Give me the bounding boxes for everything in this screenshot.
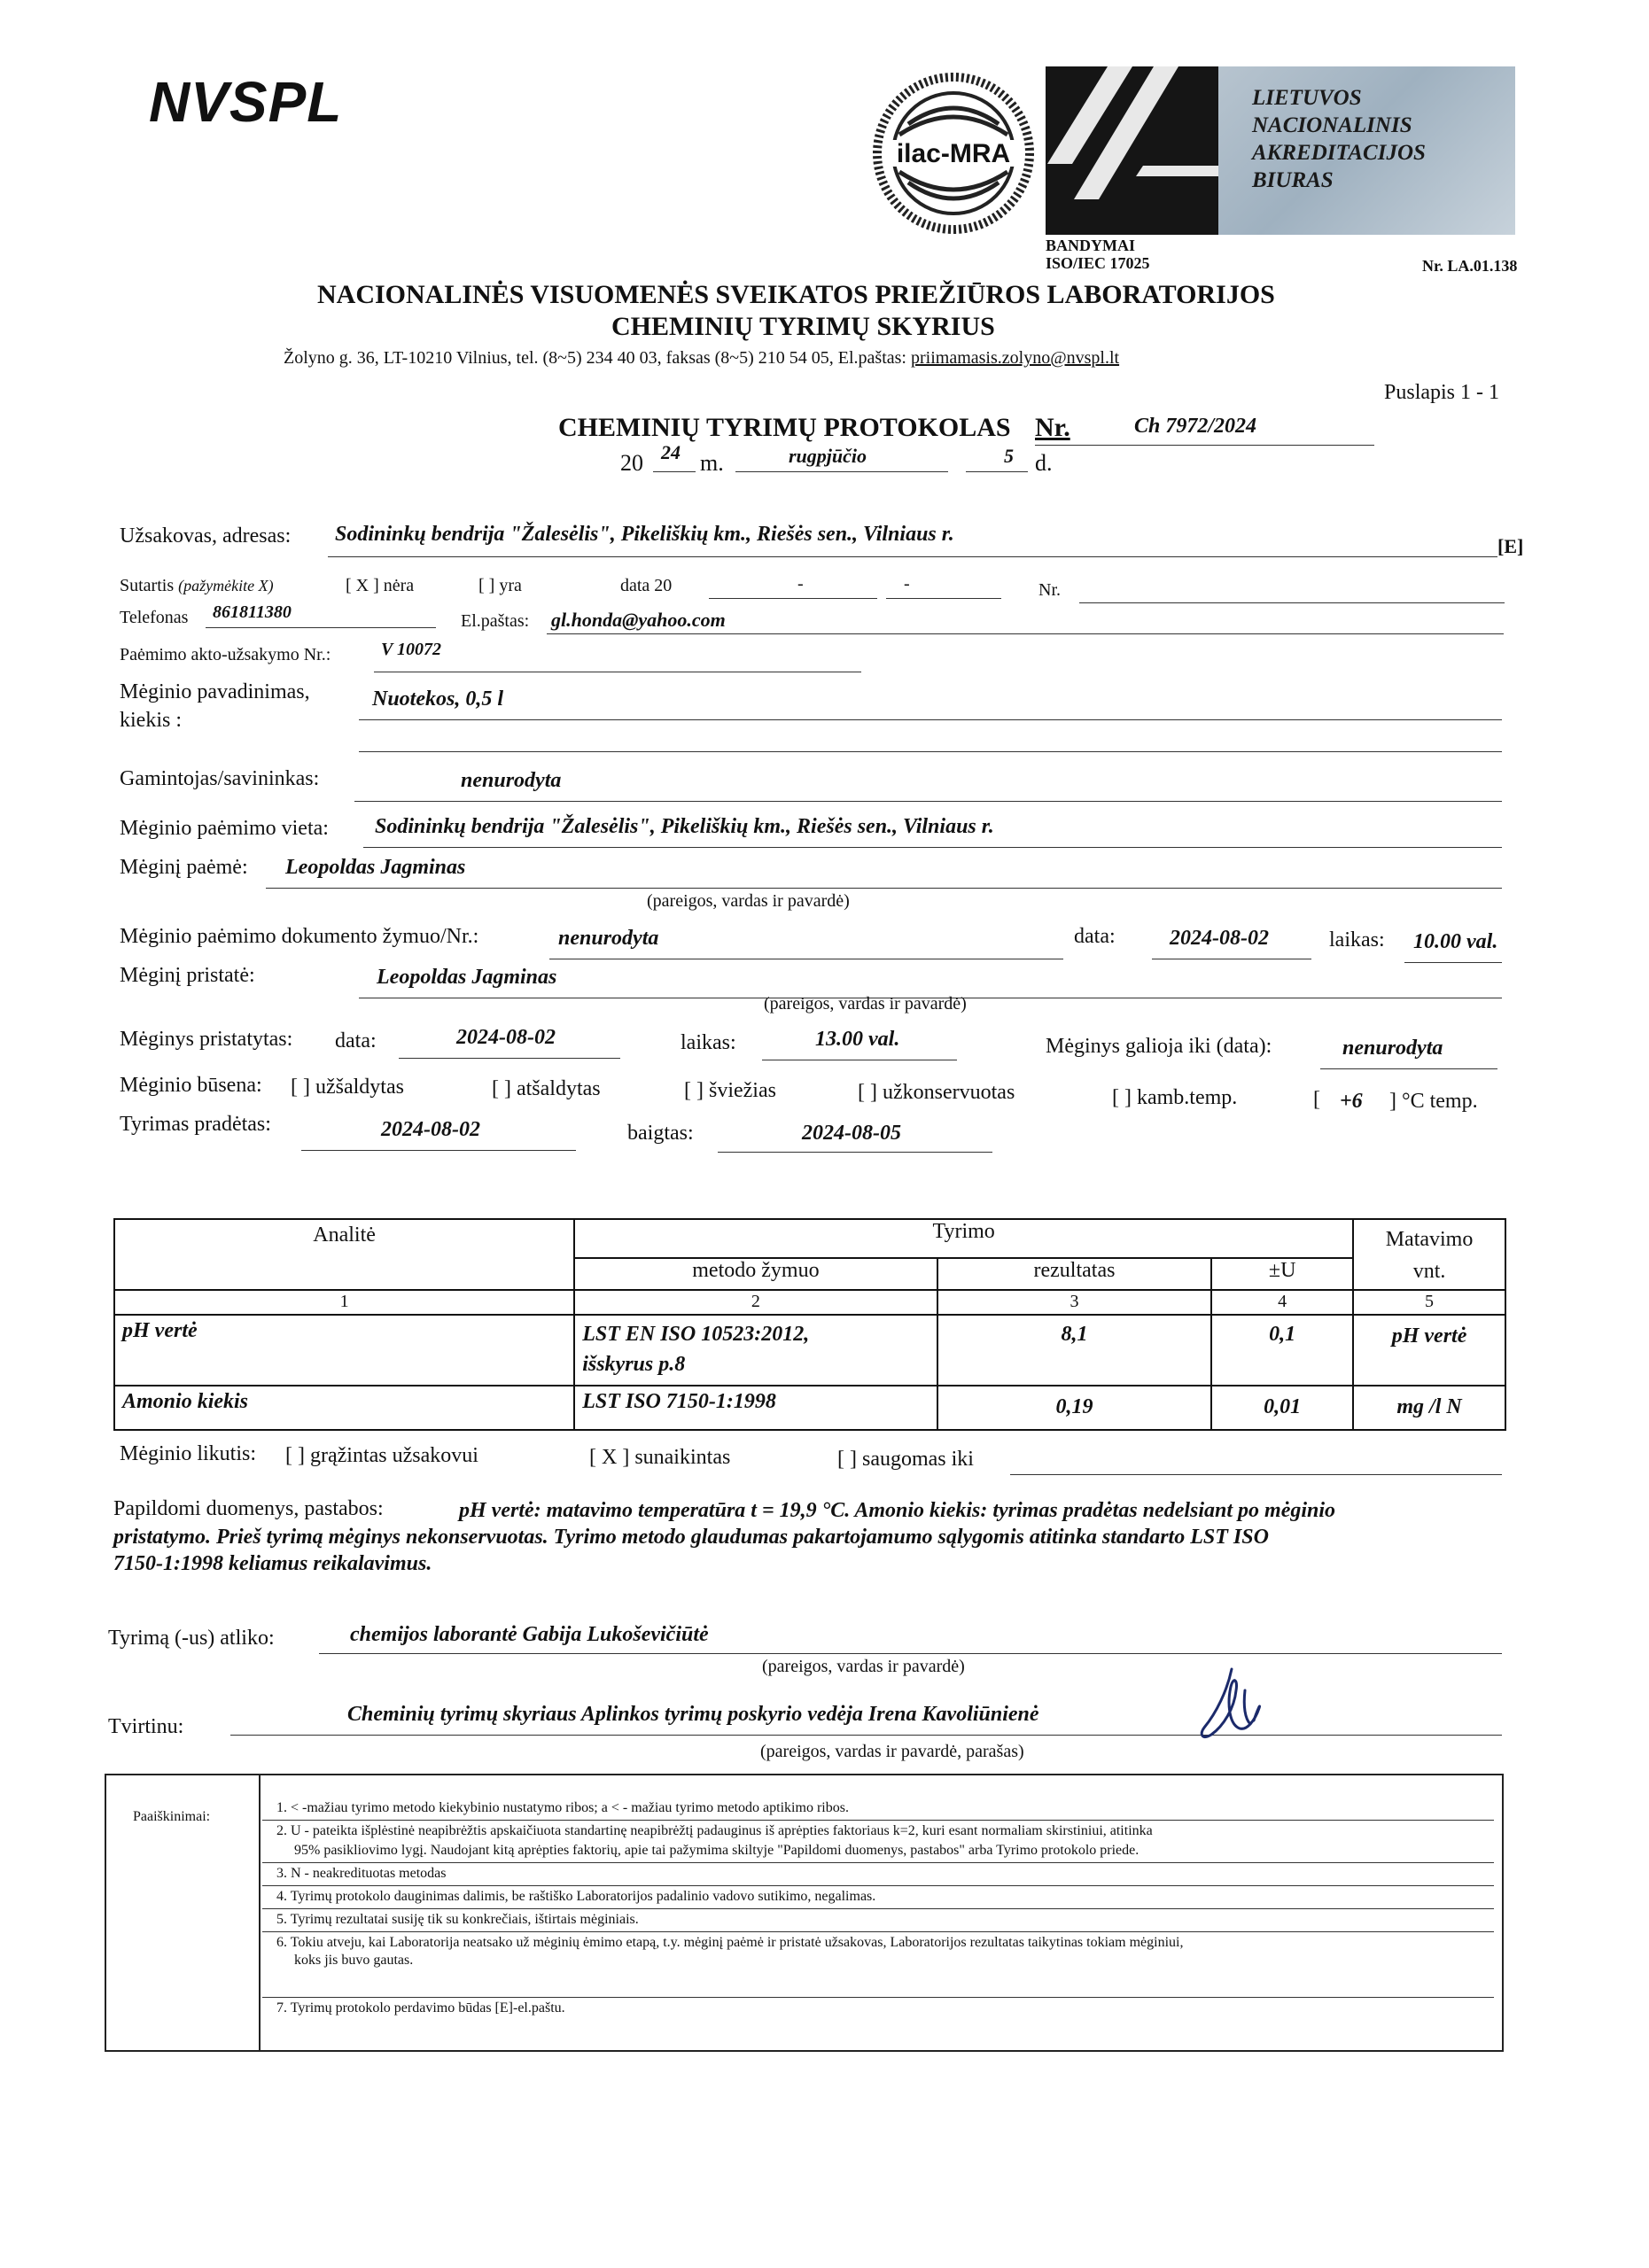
state-fresh-checkbox[interactable]: [ ] šviežias xyxy=(684,1079,776,1102)
approved-hint: (pareigos, vardas ir pavardė, parašas) xyxy=(760,1742,1024,1761)
header-result: rezultatas xyxy=(937,1258,1212,1290)
contract-nera-checkbox[interactable]: [ X ] nėra xyxy=(346,576,415,595)
valid-until-label: Mėginys galioja iki (data): xyxy=(1046,1035,1272,1058)
year-line xyxy=(653,471,696,472)
client-code: [E] xyxy=(1497,535,1524,557)
ilac-mra-logo xyxy=(873,73,1034,234)
col-number-5: 5 xyxy=(1353,1290,1505,1315)
header-test: Tyrimo xyxy=(574,1219,1353,1258)
additional-label: Papildomi duomenys, pastabos: xyxy=(113,1497,384,1520)
contract-day-line xyxy=(886,598,1001,599)
sampling-time-line xyxy=(1404,962,1502,963)
month-value: rugpjūčio xyxy=(789,445,867,467)
taken-by-hint: (pareigos, vardas ir pavardė) xyxy=(647,891,850,911)
contract-yra-checkbox[interactable]: [ ] yra xyxy=(478,576,522,595)
phone-line xyxy=(206,627,436,628)
test-end-line xyxy=(718,1152,992,1153)
table-row xyxy=(114,1386,1505,1430)
bandymai-label: BANDYMAI xyxy=(1046,237,1135,254)
email-value: gl.honda@yahoo.com xyxy=(551,609,726,631)
sample-name-label: Mėginio pavadinimas, xyxy=(120,680,310,703)
lnab-logo xyxy=(1218,66,1515,235)
remainder-stored-line xyxy=(1010,1474,1502,1475)
row-2-unit: mg /l N xyxy=(1353,1386,1505,1430)
note-separator xyxy=(262,1908,1494,1909)
contract-nr-line xyxy=(1079,602,1505,603)
taken-by-label: Mėginį paėmė: xyxy=(120,856,248,879)
note-7: 7. Tyrimų protokolo perdavimo būdas [E]-el.paštu. xyxy=(276,2000,565,2016)
delivered-label: Mėginys pristatytas: xyxy=(120,1028,293,1051)
contract-date-label: data 20 xyxy=(620,576,673,595)
year-prefix: 20 xyxy=(620,450,643,476)
remainder-returned-checkbox[interactable]: [ ] grąžintas užsakovui xyxy=(285,1444,478,1467)
valid-until-line xyxy=(1320,1068,1497,1069)
note-separator xyxy=(262,1862,1494,1863)
state-temp-close: ] °C temp. xyxy=(1389,1090,1478,1113)
email-label: El.paštas: xyxy=(461,611,530,631)
note-3: 3. N - neakredituotas metodas xyxy=(276,1866,447,1881)
note-separator xyxy=(262,1931,1494,1932)
client-label: Užsakovas, adresas: xyxy=(120,524,292,548)
test-start-value: 2024-08-02 xyxy=(381,1118,480,1141)
note-5: 5. Tyrimų rezultatai susiję tik su konkrečiais, ištirtais mėginiais. xyxy=(276,1912,639,1927)
sampling-date-label: data: xyxy=(1074,925,1116,948)
row-1-result: 8,1 xyxy=(937,1315,1212,1386)
email-line xyxy=(547,633,1504,634)
col-number-1: 1 xyxy=(114,1290,574,1315)
remainder-destroyed-checkbox[interactable]: [ X ] sunaikintas xyxy=(589,1446,731,1469)
contract-label-text: Sutartis xyxy=(120,576,175,595)
notes-divider xyxy=(259,1775,261,2050)
note-separator xyxy=(262,1885,1494,1886)
col-number-2: 2 xyxy=(574,1290,937,1315)
lab-email-link[interactable]: priimamasis.zolyno@nvspl.lt xyxy=(911,348,1120,368)
lnab-line-2: NACIONALINIS xyxy=(1252,113,1412,137)
approved-label: Tvirtinu: xyxy=(108,1715,184,1738)
header-uncertainty: ±U xyxy=(1211,1258,1353,1290)
row-1-method-line-2: išskyrus p.8 xyxy=(582,1353,686,1376)
note-6-line-1: 6. Tokiu atveju, kai Laboratorija neatsako už mėginių ėmimo etapą, t.y. mėginį paėmė ir pristatė užsakovas, Laboratorijos rezultatas taikytinas tokiam mėginiui, xyxy=(276,1935,1184,1950)
manufacturer-label: Gamintojas/savininkas: xyxy=(120,767,320,790)
contract-dash-1: - xyxy=(797,574,804,594)
phone-label: Telefonas xyxy=(120,608,189,627)
sampling-location-label: Mėginio paėmimo vieta: xyxy=(120,817,329,840)
contract-nr-label: Nr. xyxy=(1038,580,1061,600)
m-label: m. xyxy=(700,450,724,476)
day-value: 5 xyxy=(1004,445,1014,467)
state-room-temp-checkbox[interactable]: [ ] kamb.temp. xyxy=(1112,1086,1238,1109)
manufacturer-line xyxy=(354,801,1502,802)
test-end-label: baigtas: xyxy=(627,1122,694,1145)
table-row xyxy=(114,1315,1505,1386)
sample-state-label: Mėginio būsena: xyxy=(120,1074,262,1097)
row-1-analyte: pH vertė xyxy=(114,1315,574,1386)
contract-dash-2: - xyxy=(904,574,910,594)
sample-quantity-label: kiekis : xyxy=(120,709,182,732)
sampling-location-value: Sodininkų bendrija "Žalesėlis", Pikeliškių km., Riešės sen., Vilniaus r. xyxy=(375,815,994,838)
table-column-numbers-row xyxy=(114,1290,1505,1315)
additional-line-2: pristatymo. Prieš tyrimą mėginys nekonservuotas. Tyrimo metodo glaudumas pakartojamumo sąlygomis atitinka standarto LST ISO xyxy=(113,1526,1269,1549)
sampling-date-value: 2024-08-02 xyxy=(1170,927,1269,950)
page-number: Puslapis 1 - 1 xyxy=(1384,381,1500,404)
row-2-result: 0,19 xyxy=(937,1386,1212,1430)
protocol-title: CHEMINIŲ TYRIMŲ PROTOKOLAS xyxy=(558,413,1011,442)
performed-line xyxy=(319,1653,1502,1654)
note-2-line-2: 95% pasikliovimo lygį. Naudojant kitą aprėpties faktorių, apie tai pažymima skiltyje "Papildomi duomenys, pastabos" arba Tyrimo protokolo priede. xyxy=(294,1843,1140,1858)
col-number-3: 3 xyxy=(937,1290,1212,1315)
department-title: CHEMINIŲ TYRIMŲ SKYRIUS xyxy=(611,312,995,341)
delivered-by-label: Mėginį pristatė: xyxy=(120,964,255,987)
state-thawed-checkbox[interactable]: [ ] atšaldytas xyxy=(492,1077,601,1100)
sampling-time-label: laikas: xyxy=(1329,928,1385,951)
client-line xyxy=(328,556,1497,557)
sampling-time-value: 10.00 val. xyxy=(1413,930,1498,953)
test-start-label: Tyrimas pradėtas: xyxy=(120,1113,271,1136)
protocol-nr-label: Nr. xyxy=(1035,413,1070,442)
results-table xyxy=(113,1218,1506,1431)
header-unit xyxy=(1353,1219,1505,1290)
iso-label: ISO/IEC 17025 xyxy=(1046,254,1150,272)
contract-month-line xyxy=(780,598,877,599)
header-unit-line-1: Matavimo xyxy=(1385,1228,1474,1251)
address-line xyxy=(284,348,1119,369)
additional-line-3: 7150-1:1998 keliamus reikalavimus. xyxy=(113,1552,432,1575)
row-2-analyte: Amonio kiekis xyxy=(114,1386,574,1430)
act-label: Paėmimo akto-užsakymo Nr.: xyxy=(120,645,331,664)
nvspl-logo: NVSPL xyxy=(149,70,343,134)
sampling-doc-value: nenurodyta xyxy=(558,927,659,950)
state-temp-open: [ xyxy=(1313,1088,1320,1111)
manufacturer-value: nenurodyta xyxy=(461,769,562,792)
note-1: 1. < -mažiau tyrimo metodo kiekybinio nustatymo ribos; a < - mažiau tyrimo metodo aptikimo ribos. xyxy=(276,1800,849,1815)
remainder-label: Mėginio likutis: xyxy=(120,1442,257,1465)
remainder-stored-checkbox[interactable]: [ ] saugomas iki xyxy=(837,1448,974,1471)
note-separator xyxy=(262,1820,1494,1821)
taken-by-value: Leopoldas Jagminas xyxy=(285,856,466,879)
address-text: Žolyno g. 36, LT-10210 Vilnius, tel. (8~5) 234 40 03, faksas (8~5) 210 54 05, El.paštas: xyxy=(284,348,911,368)
contract-hint: (pažymėkite X) xyxy=(178,577,274,594)
test-end-value: 2024-08-05 xyxy=(802,1122,901,1145)
row-2-uncertainty: 0,01 xyxy=(1211,1386,1353,1430)
notes-box xyxy=(105,1774,1504,2052)
accreditation-mark-logo xyxy=(1046,66,1218,235)
phone-value: 861811380 xyxy=(213,602,292,622)
sample-name-line-2 xyxy=(359,751,1502,752)
sample-name-value: Nuotekos, 0,5 l xyxy=(372,687,504,711)
delivered-date-label: data: xyxy=(335,1029,377,1052)
note-separator xyxy=(262,1997,1494,1998)
table-header-row-1 xyxy=(114,1219,1505,1258)
delivered-date-value: 2024-08-02 xyxy=(456,1026,556,1049)
approved-value: Cheminių tyrimų skyriaus Aplinkos tyrimų poskyrio vedėja Irena Kavoliūnienė xyxy=(347,1703,1039,1726)
note-6-line-2: koks jis buvo gautas. xyxy=(294,1953,414,1968)
test-start-line xyxy=(301,1150,576,1151)
notes-label: Paaiškinimai: xyxy=(133,1809,211,1824)
header-analyte: Analitė xyxy=(114,1219,574,1290)
lab-title: NACIONALINĖS VISUOMENĖS SVEIKATOS PRIEŽIŪROS LABORATORIJOS xyxy=(317,280,1275,309)
accreditation-number: Nr. LA.01.138 xyxy=(1422,257,1518,275)
sampling-doc-label: Mėginio paėmimo dokumento žymuo/Nr.: xyxy=(120,925,479,948)
act-value: V 10072 xyxy=(381,640,441,659)
client-value: Sodininkų bendrija "Žalesėlis", Pikeliškių km., Riešės sen., Vilniaus r. xyxy=(335,523,954,546)
d-label: d. xyxy=(1035,450,1053,476)
header-method: metodo žymuo xyxy=(574,1258,937,1290)
day-line xyxy=(966,471,1028,472)
delivered-date-line xyxy=(399,1058,620,1059)
state-frozen-checkbox[interactable]: [ ] užšaldytas xyxy=(291,1076,404,1099)
ilac-mra-text: ilac-MRA xyxy=(896,139,1011,168)
row-2-method: LST ISO 7150-1:1998 xyxy=(574,1386,937,1430)
performed-hint: (pareigos, vardas ir pavardė) xyxy=(762,1657,965,1676)
note-2-line-1: 2. U - pateikta išplėstinė neapibrėžtis apskaičiuota standartinę neapibrėžtį padauginus iš aprėpties faktoriaus k=2, kuri esant normaliam skirstiniui, atitinka xyxy=(276,1823,1153,1838)
performed-value: chemijos laborantė Gabija Lukoševičiūtė xyxy=(350,1623,709,1646)
protocol-nr-value: Ch 7972/2024 xyxy=(1134,415,1257,438)
row-1-method xyxy=(574,1315,937,1386)
row-1-method-line-1: LST EN ISO 10523:2012, xyxy=(582,1323,810,1346)
valid-until-value: nenurodyta xyxy=(1342,1037,1443,1060)
delivered-by-hint: (pareigos, vardas ir pavardė) xyxy=(764,994,967,1014)
sample-name-line xyxy=(359,719,1502,720)
lnab-line-3: AKREDITACIJOS xyxy=(1252,141,1426,165)
state-temp-value[interactable]: +6 xyxy=(1340,1090,1363,1113)
note-4: 4. Tyrimų protokolo dauginimas dalimis, be raštiško Laboratorijos padalinio vadovo sutikimo, negalimas. xyxy=(276,1889,876,1904)
lnab-line-4: BIURAS xyxy=(1252,168,1334,192)
lnab-line-1: LIETUVOS xyxy=(1252,86,1362,110)
month-line xyxy=(735,471,948,472)
additional-line-1: pH vertė: matavimo temperatūra t = 19,9 °C. Amonio kiekis: tyrimas pradėtas nedelsiant po mėginio xyxy=(459,1499,1336,1522)
delivered-by-value: Leopoldas Jagminas xyxy=(377,966,557,989)
year-value: 24 xyxy=(661,441,681,463)
taken-by-line xyxy=(266,888,1502,889)
performed-label: Tyrimą (-us) atliko: xyxy=(108,1627,275,1650)
delivered-time-label: laikas: xyxy=(681,1031,736,1054)
contract-label xyxy=(120,576,274,596)
row-1-unit: pH vertė xyxy=(1353,1315,1505,1386)
header-unit-line-2: vnt. xyxy=(1412,1260,1446,1283)
col-number-4: 4 xyxy=(1211,1290,1353,1315)
approved-line xyxy=(230,1735,1502,1736)
signature-image xyxy=(1192,1664,1272,1748)
sampling-location-line xyxy=(363,847,1502,848)
protocol-nr-line xyxy=(1035,445,1374,446)
row-1-uncertainty: 0,1 xyxy=(1211,1315,1353,1386)
contract-year-line xyxy=(709,598,780,599)
state-preserved-checkbox[interactable]: [ ] užkonservuotas xyxy=(858,1081,1015,1104)
delivered-time-value: 13.00 val. xyxy=(815,1028,900,1051)
